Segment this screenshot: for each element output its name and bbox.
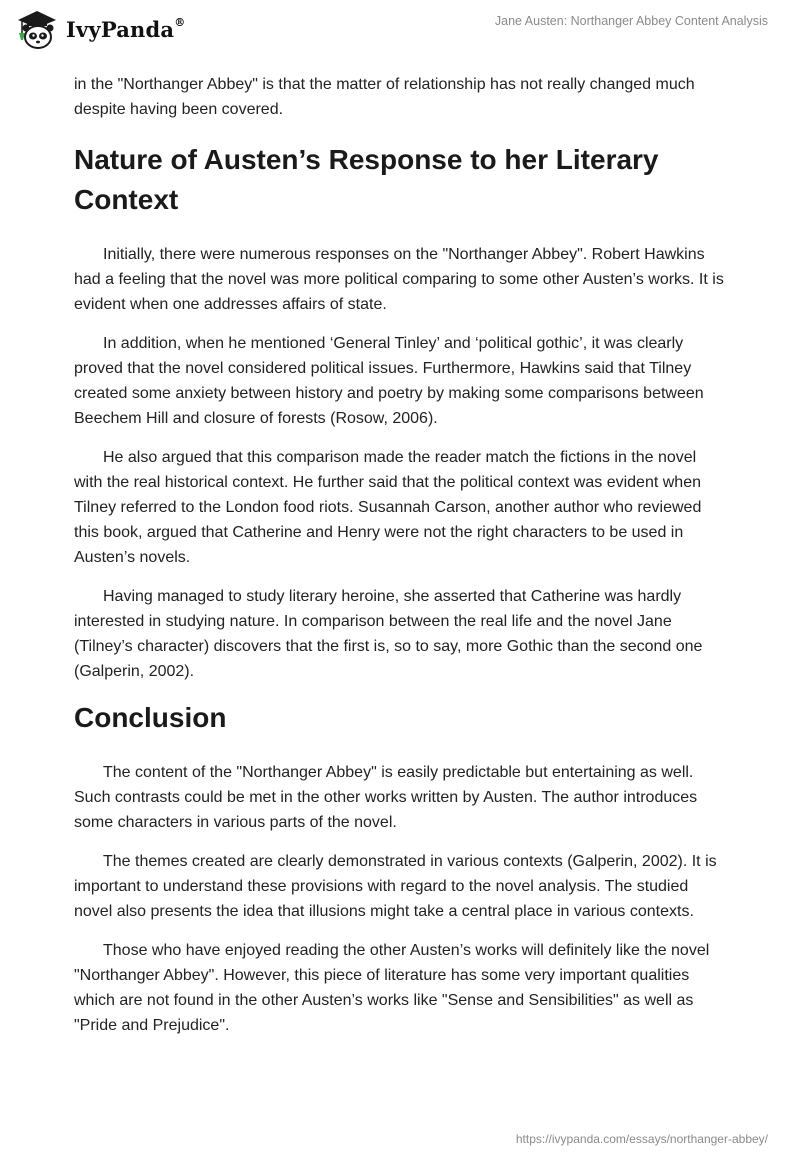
paragraph: Initially, there were numerous responses on the "Northanger Abbey". Robert Hawkins had a feeling that the novel was more political comparing to some other Austen’s works. It is evident when one addresses affairs of state. — [74, 246, 724, 313]
page-header — [0, 0, 800, 70]
paragraph: The themes created are clearly demonstrated in various contexts (Galperin, 2002). It is important to understand these provisions with regard to the novel analysis. The studied novel also presents the idea that illusions might take a central place in various contexts. — [74, 853, 717, 920]
section-heading-literary-context: Nature of Austen’s Response to her Literary Context — [74, 144, 659, 215]
document-title: Jane Austen: Northanger Abbey Content Analysis — [494, 14, 768, 28]
paragraph: In addition, when he mentioned ‘General Tinley’ and ‘political gothic’, it was clearly proved that the novel considered political issues. Furthermore, Hawkins said that Tilney created some anxiety between history and poetry by making some comparisons between Beechem Hill and closure of forests (Rosow, 2006). — [74, 335, 704, 427]
brand-name: IvyPanda® — [66, 15, 186, 42]
section-heading-conclusion: Conclusion — [74, 702, 227, 733]
paragraph: The content of the "Northanger Abbey" is easily predictable but entertaining as well. Such contrasts could be met in the other works written by Austen. The author introduces some characters in various parts of the novel. — [74, 764, 698, 831]
intro-paragraph: in the "Northanger Abbey" is that the matter of relationship has not really changed much despite having been covered. — [74, 76, 695, 118]
paragraph: Having managed to study literary heroine, she asserted that Catherine was hardly interested in studying nature. In comparison between the real life and the novel Jane (Tilney’s character) discovers that the first is, so to say, more Gothic than the second one (Galperin, 2002). — [74, 588, 703, 680]
paragraph: Those who have enjoyed reading the other Austen’s works will definitely like the novel "Northanger Abbey". However, this piece of literature has some very important qualities which are not found in the other Austen’s works like "Sense and Sensibilities" as well as "Pride and Prejudice". — [74, 942, 710, 1034]
paragraph: He also argued that this comparison made the reader match the fictions in the novel with the real historical context. He further said that the political context was evident when Tilney referred to the London food riots. Susannah Carson, another author who reviewed this book, argued that Catherine and Henry were not the right characters to be used in Austen’s novels. — [74, 449, 702, 566]
panda-graduate-icon — [14, 8, 60, 50]
essay-body — [74, 72, 726, 1052]
brand-logo[interactable] — [14, 8, 185, 50]
source-url[interactable]: https://ivypanda.com/essays/northanger-abbey/ — [515, 1132, 768, 1146]
